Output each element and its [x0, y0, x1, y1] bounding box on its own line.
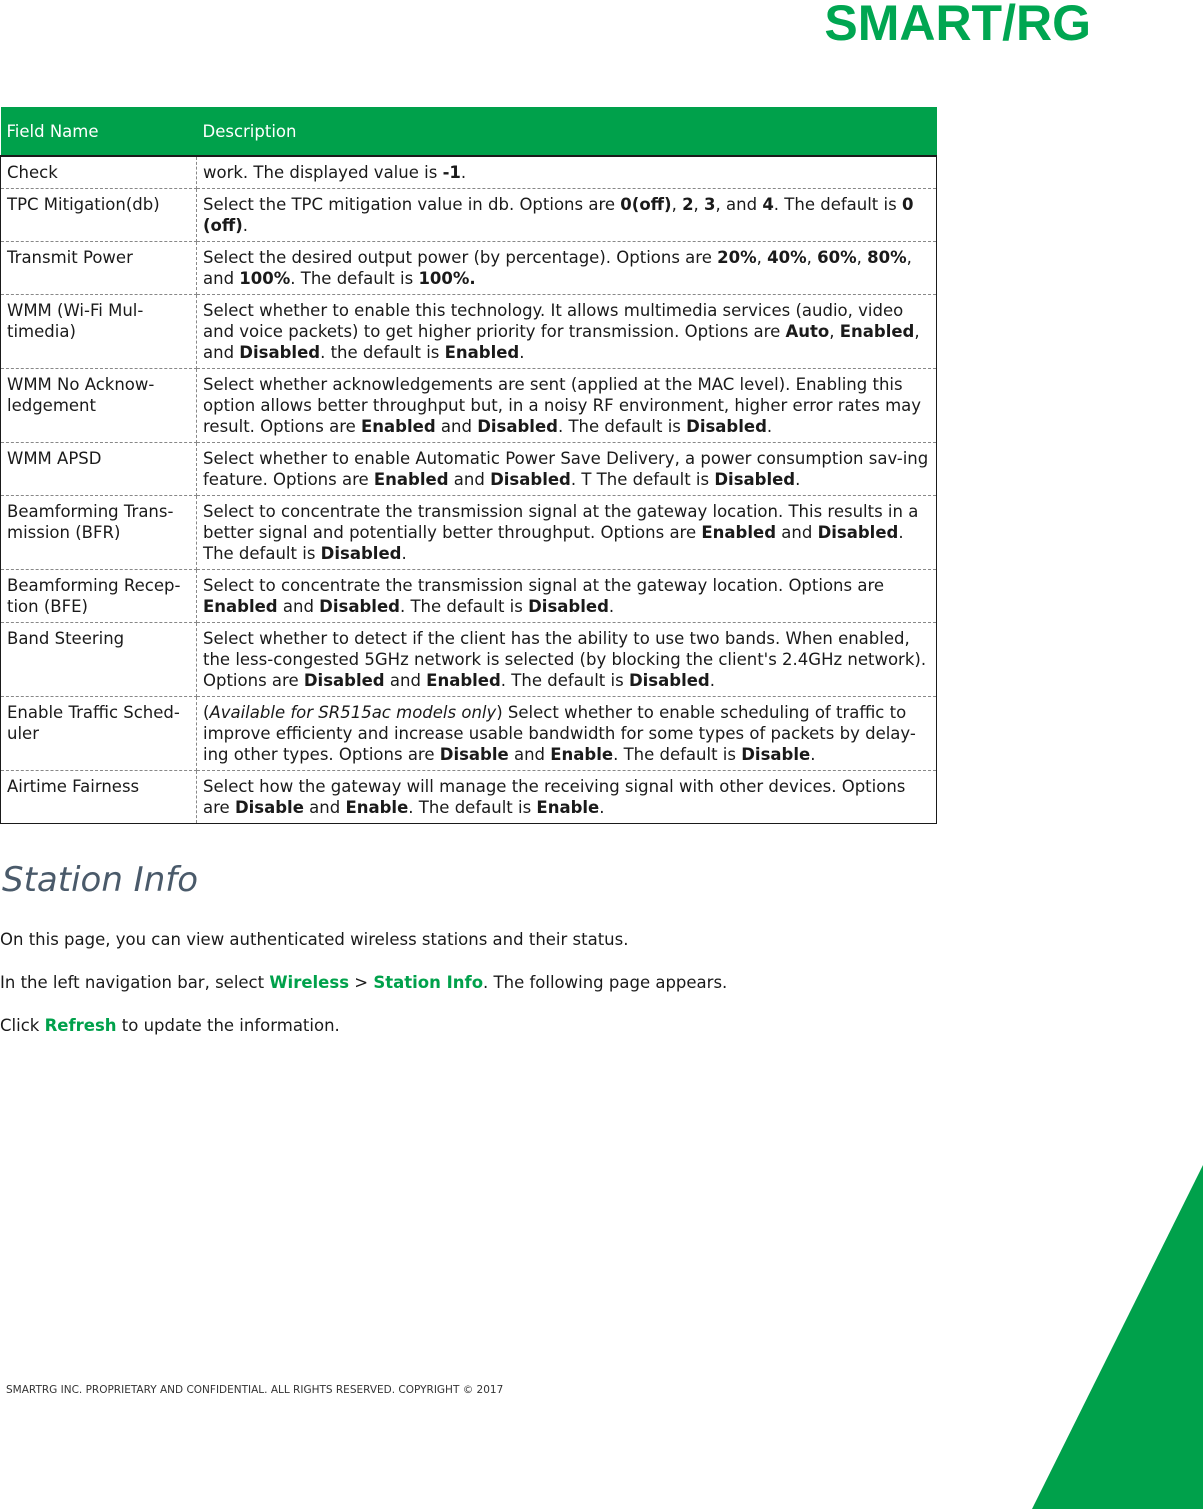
description-text: Select the TPC mitigation value in db. Options are [203, 195, 621, 214]
description-text: . [810, 745, 816, 764]
description-text: Select whether to enable this technology. It allows multimedia services (audio, video and voice packets) to get higher priority for transmission. Options are [203, 301, 904, 341]
description-text: and [277, 597, 320, 616]
option-value: Disabled [320, 544, 402, 563]
option-value: Enable [550, 745, 614, 764]
option-value: 0 (off) [203, 195, 914, 235]
option-value: 3 [704, 195, 716, 214]
description-text: . [795, 470, 801, 489]
option-value: Enabled [203, 597, 278, 616]
option-value: Enable [536, 798, 600, 817]
option-value: Enabled [361, 417, 436, 436]
description-text: and [435, 417, 478, 436]
description-text: . The default is [773, 195, 902, 214]
field-name-cell: WMM APSD [1, 443, 197, 496]
description-text: . The default is [557, 417, 687, 436]
smartrg-logo: SMART/RG [824, 0, 1091, 51]
description-text: , [671, 195, 683, 214]
option-value: Enabled [839, 322, 915, 341]
field-name-cell: Check [1, 156, 197, 189]
option-value: 80% [867, 248, 907, 267]
description-text: . The default is [500, 671, 629, 690]
description-text: , and [203, 322, 920, 362]
description-text: . the default is [320, 343, 445, 362]
description-text: . The default is [203, 523, 904, 563]
nav-separator: > [349, 973, 374, 992]
refresh-link[interactable]: Refresh [44, 1016, 117, 1035]
description-text: , [829, 322, 840, 341]
description-text: and [384, 671, 427, 690]
option-value: 2 [682, 195, 694, 214]
field-name-cell: Airtime Fairness [1, 771, 197, 824]
option-value: Disabled [628, 671, 710, 690]
click-suffix: to update the information. [116, 1016, 340, 1035]
option-value: 100% [239, 269, 291, 288]
field-name-cell: Beamforming Recep-tion (BFE) [1, 570, 197, 623]
option-value: 4 [762, 195, 774, 214]
option-value: 0(off) [620, 195, 672, 214]
description-text: Select whether to enable Automatic Power Save Delivery, a power consumption sav-ing feature. Options are [203, 449, 929, 489]
field-name-cell: WMM No Acknow-ledgement [1, 369, 197, 443]
option-value: Disable [234, 798, 304, 817]
option-value: Disabled [319, 597, 400, 616]
option-value: Disabled [714, 470, 796, 489]
option-value: 40% [767, 248, 807, 267]
description-text: work. The displayed value is [203, 163, 443, 182]
field-name-cell: TPC Mitigation(db) [1, 189, 197, 242]
description-text: , and [203, 248, 912, 288]
option-value: 20% [717, 248, 757, 267]
description-text: . [401, 544, 407, 563]
header-description: Description [197, 107, 937, 156]
section-title: Station Info [2, 860, 199, 900]
description-text: Available for SR515ac models only [209, 703, 497, 722]
green-triangle [1032, 1165, 1203, 1509]
option-value: Enabled [444, 343, 520, 362]
wireless-link[interactable]: Wireless [269, 973, 350, 992]
description-text: , [756, 248, 768, 267]
description-text: , [693, 195, 705, 214]
option-value: -1 [442, 163, 461, 182]
description-text: . [766, 417, 773, 436]
description-text: . The default is [408, 798, 537, 817]
description-text: , [806, 248, 818, 267]
description-text: . The default is [399, 597, 529, 616]
description-text: and [508, 745, 551, 764]
field-name-cell: Enable Traffic Sched-uler [1, 697, 197, 771]
option-value: Disabled [686, 417, 767, 436]
description-text: Select whether acknowledgements are sent (applied at the MAC level). Enabling this option allows better throughput but, in a noisy RF environment, higher error rates may result. Options are [203, 375, 922, 436]
click-prefix: Click [0, 1016, 45, 1035]
option-value: Disabled [817, 523, 899, 542]
option-value: Disabled [477, 417, 558, 436]
description-text: Select to concentrate the transmission signal at the gateway location. This results in a better signal and potentially better throughput. Options are [203, 502, 919, 542]
description-text: . [460, 163, 467, 182]
option-value: Disabled [490, 470, 571, 489]
field-name-cell: WMM (Wi-Fi Mul-timedia) [1, 295, 197, 369]
field-name-cell: Beamforming Trans-mission (BFR) [1, 496, 197, 570]
header-field-name: Field Name [1, 107, 197, 156]
station-info-link[interactable]: Station Info [373, 973, 484, 992]
option-value: Disabled [528, 597, 609, 616]
description-text: . [709, 671, 715, 690]
option-value: Disable [741, 745, 811, 764]
field-name-cell: Transmit Power [1, 242, 197, 295]
description-text: ( [203, 703, 210, 722]
option-value: Disabled [239, 343, 321, 362]
option-value: 60% [817, 248, 857, 267]
description-text: , and [715, 195, 763, 214]
description-text: ) Select whether to enable scheduling of traffic to improve efficienty and increase usable bandwidth for some types of packets by delay-ing other types. Options are [203, 703, 916, 764]
description-text: . The default is [613, 745, 742, 764]
description-text: Select how the gateway will manage the receiving signal with other devices. Options are [203, 777, 906, 817]
description-text: and [448, 470, 491, 489]
footer-copyright: SMARTRG INC. PROPRIETARY AND CONFIDENTIAL. ALL RIGHTS RESERVED. COPYRIGHT © 2017 [6, 1384, 504, 1396]
description-text: . [519, 343, 525, 362]
nav-prefix: In the left navigation bar, select [0, 973, 270, 992]
description-text: and [776, 523, 818, 542]
field-name-cell: Band Steering [1, 623, 197, 697]
description-text: . T The default is [570, 470, 715, 489]
description-text: . [608, 597, 615, 616]
option-value: 100%. [418, 269, 476, 288]
description-text: . [242, 216, 249, 235]
option-value: Disabled [303, 671, 385, 690]
description-text: and [303, 798, 346, 817]
option-value: Disable [439, 745, 509, 764]
description-text: Select whether to detect if the client has the ability to use two bands. When enabled, the less-congested 5GHz network is selected (by blocking the client's 2.4GHz network). Options are [203, 629, 927, 690]
description-text: Select to concentrate the transmission signal at the gateway location. Options are [203, 576, 885, 595]
intro-paragraph: On this page, you can view authenticated wireless stations and their status. [0, 930, 629, 949]
option-value: Enable [345, 798, 409, 817]
description-text: . [599, 798, 605, 817]
description-text: Select the desired output power (by percentage). Options are [203, 248, 718, 267]
option-value: Enabled [701, 523, 777, 542]
option-value: Enabled [373, 470, 449, 489]
option-value: Auto [785, 322, 830, 341]
nav-suffix: . The following page appears. [483, 973, 728, 992]
description-text: . The default is [290, 269, 419, 288]
description-text: , [856, 248, 868, 267]
option-value: Enabled [426, 671, 501, 690]
